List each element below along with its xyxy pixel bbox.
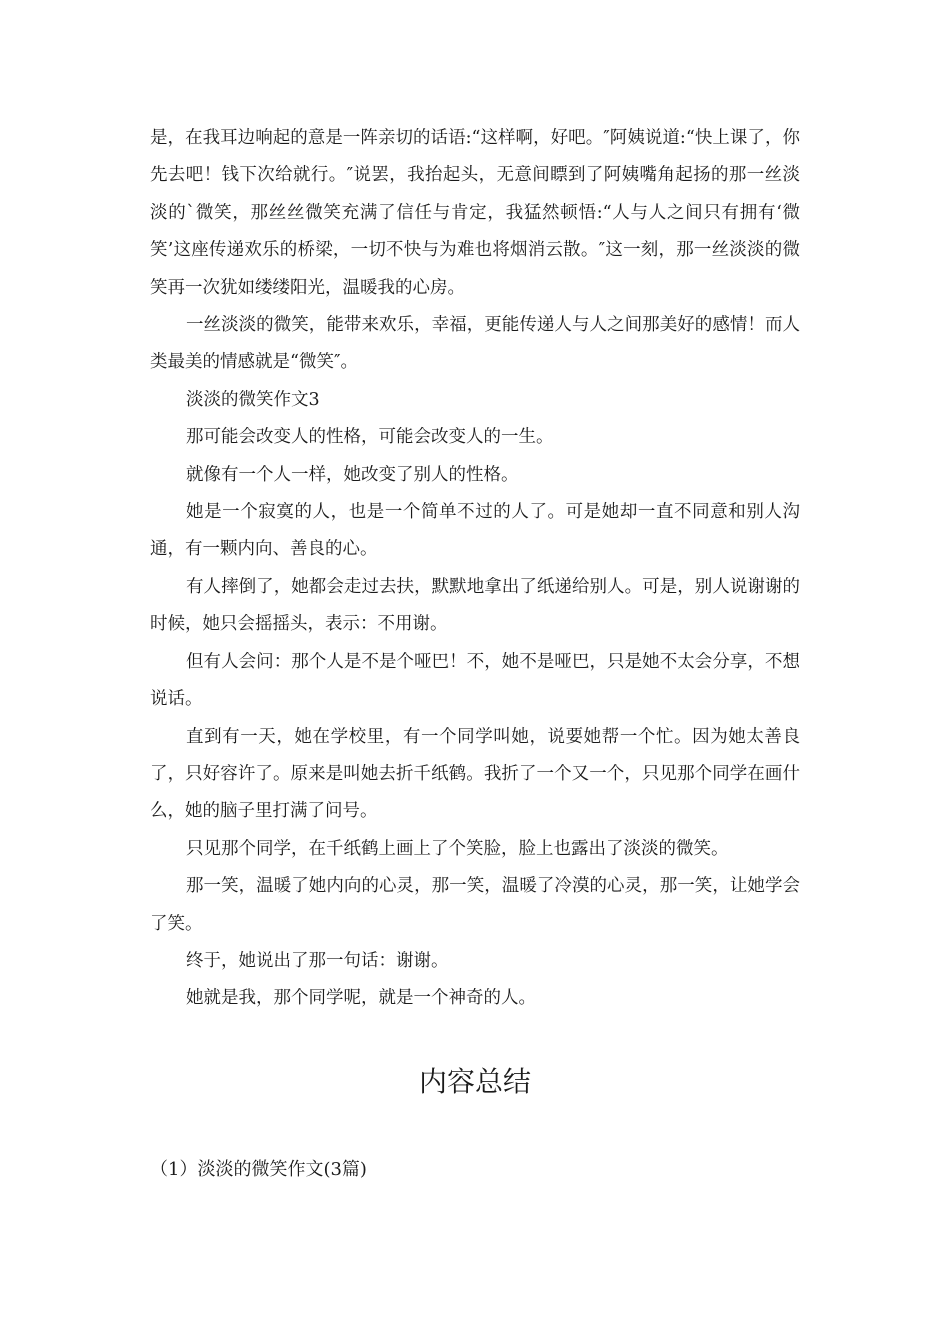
summary-item: （1）淡淡的微笑作文(3篇) [150, 1159, 367, 1180]
paragraph: 终于，她说出了那一句话：谢谢。 [186, 950, 449, 971]
summary-title: 内容总结 [418, 1065, 531, 1098]
paragraph: 她是一个寂寞的人，也是一个简单不过的人了。可是她却一直不同意和别人沟通，有一颗内向、善良的心。 [150, 502, 800, 560]
paragraph: 那一笑，温暖了她内向的心灵，那一笑，温暖了冷漠的心灵，那一笑，让她学会了笑。 [150, 876, 800, 934]
paragraph: 只见那个同学，在千纸鹤上画上了个笑脸，脸上也露出了淡淡的微笑。 [186, 838, 729, 859]
paragraph: 是，在我耳边响起的意是一阵亲切的话语:“这样啊，好吧。″阿姨说道:“快上课了，你先去吧！钱下次给就行。″说罢，我抬起头，无意间瞟到了阿姨嘴角起扬的那一丝淡淡的`微笑，那丝丝微笑充满了信任与肯定，我猛然顿悟:“人与人之间只有拥有‘微笑’这座传递欢乐的桥梁，一切不快与为难也将烟消云散。″这一刻，那一丝淡淡的微笑再一次犹如缕缕阳光，温暖我的心房。 [150, 128, 800, 298]
paragraph: 有人摔倒了，她都会走过去扶，默默地拿出了纸递给别人。可是，别人说谢谢的时候，她只会摇摇头，表示：不用谢。 [150, 576, 800, 635]
paragraph: 她就是我，那个同学呢，就是一个神奇的人。 [186, 988, 536, 1009]
section-heading: 淡淡的微笑作文3 [186, 389, 320, 410]
body-text [150, 120, 800, 1018]
paragraph: 那可能会改变人的性格，可能会改变人的一生。 [186, 427, 554, 448]
paragraph: 直到有一天，她在学校里，有一个同学叫她，说要她帮一个忙。因为她太善良了，只好容许了。原来是叫她去折千纸鹤。我折了一个又一个，只见那个同学在画什么，她的脑子里打满了问号。 [150, 726, 800, 822]
paragraph: 就像有一个人一样，她改变了别人的性格。 [186, 464, 519, 485]
paragraph: 但有人会问：那个人是不是个哑巴！不，她不是哑巴，只是她不太会分享，不想说话。 [150, 651, 800, 710]
paragraph: 一丝淡淡的微笑，能带来欢乐，幸福，更能传递人与人之间那美好的感情！而人类最美的情感就是“微笑″。 [150, 315, 800, 373]
